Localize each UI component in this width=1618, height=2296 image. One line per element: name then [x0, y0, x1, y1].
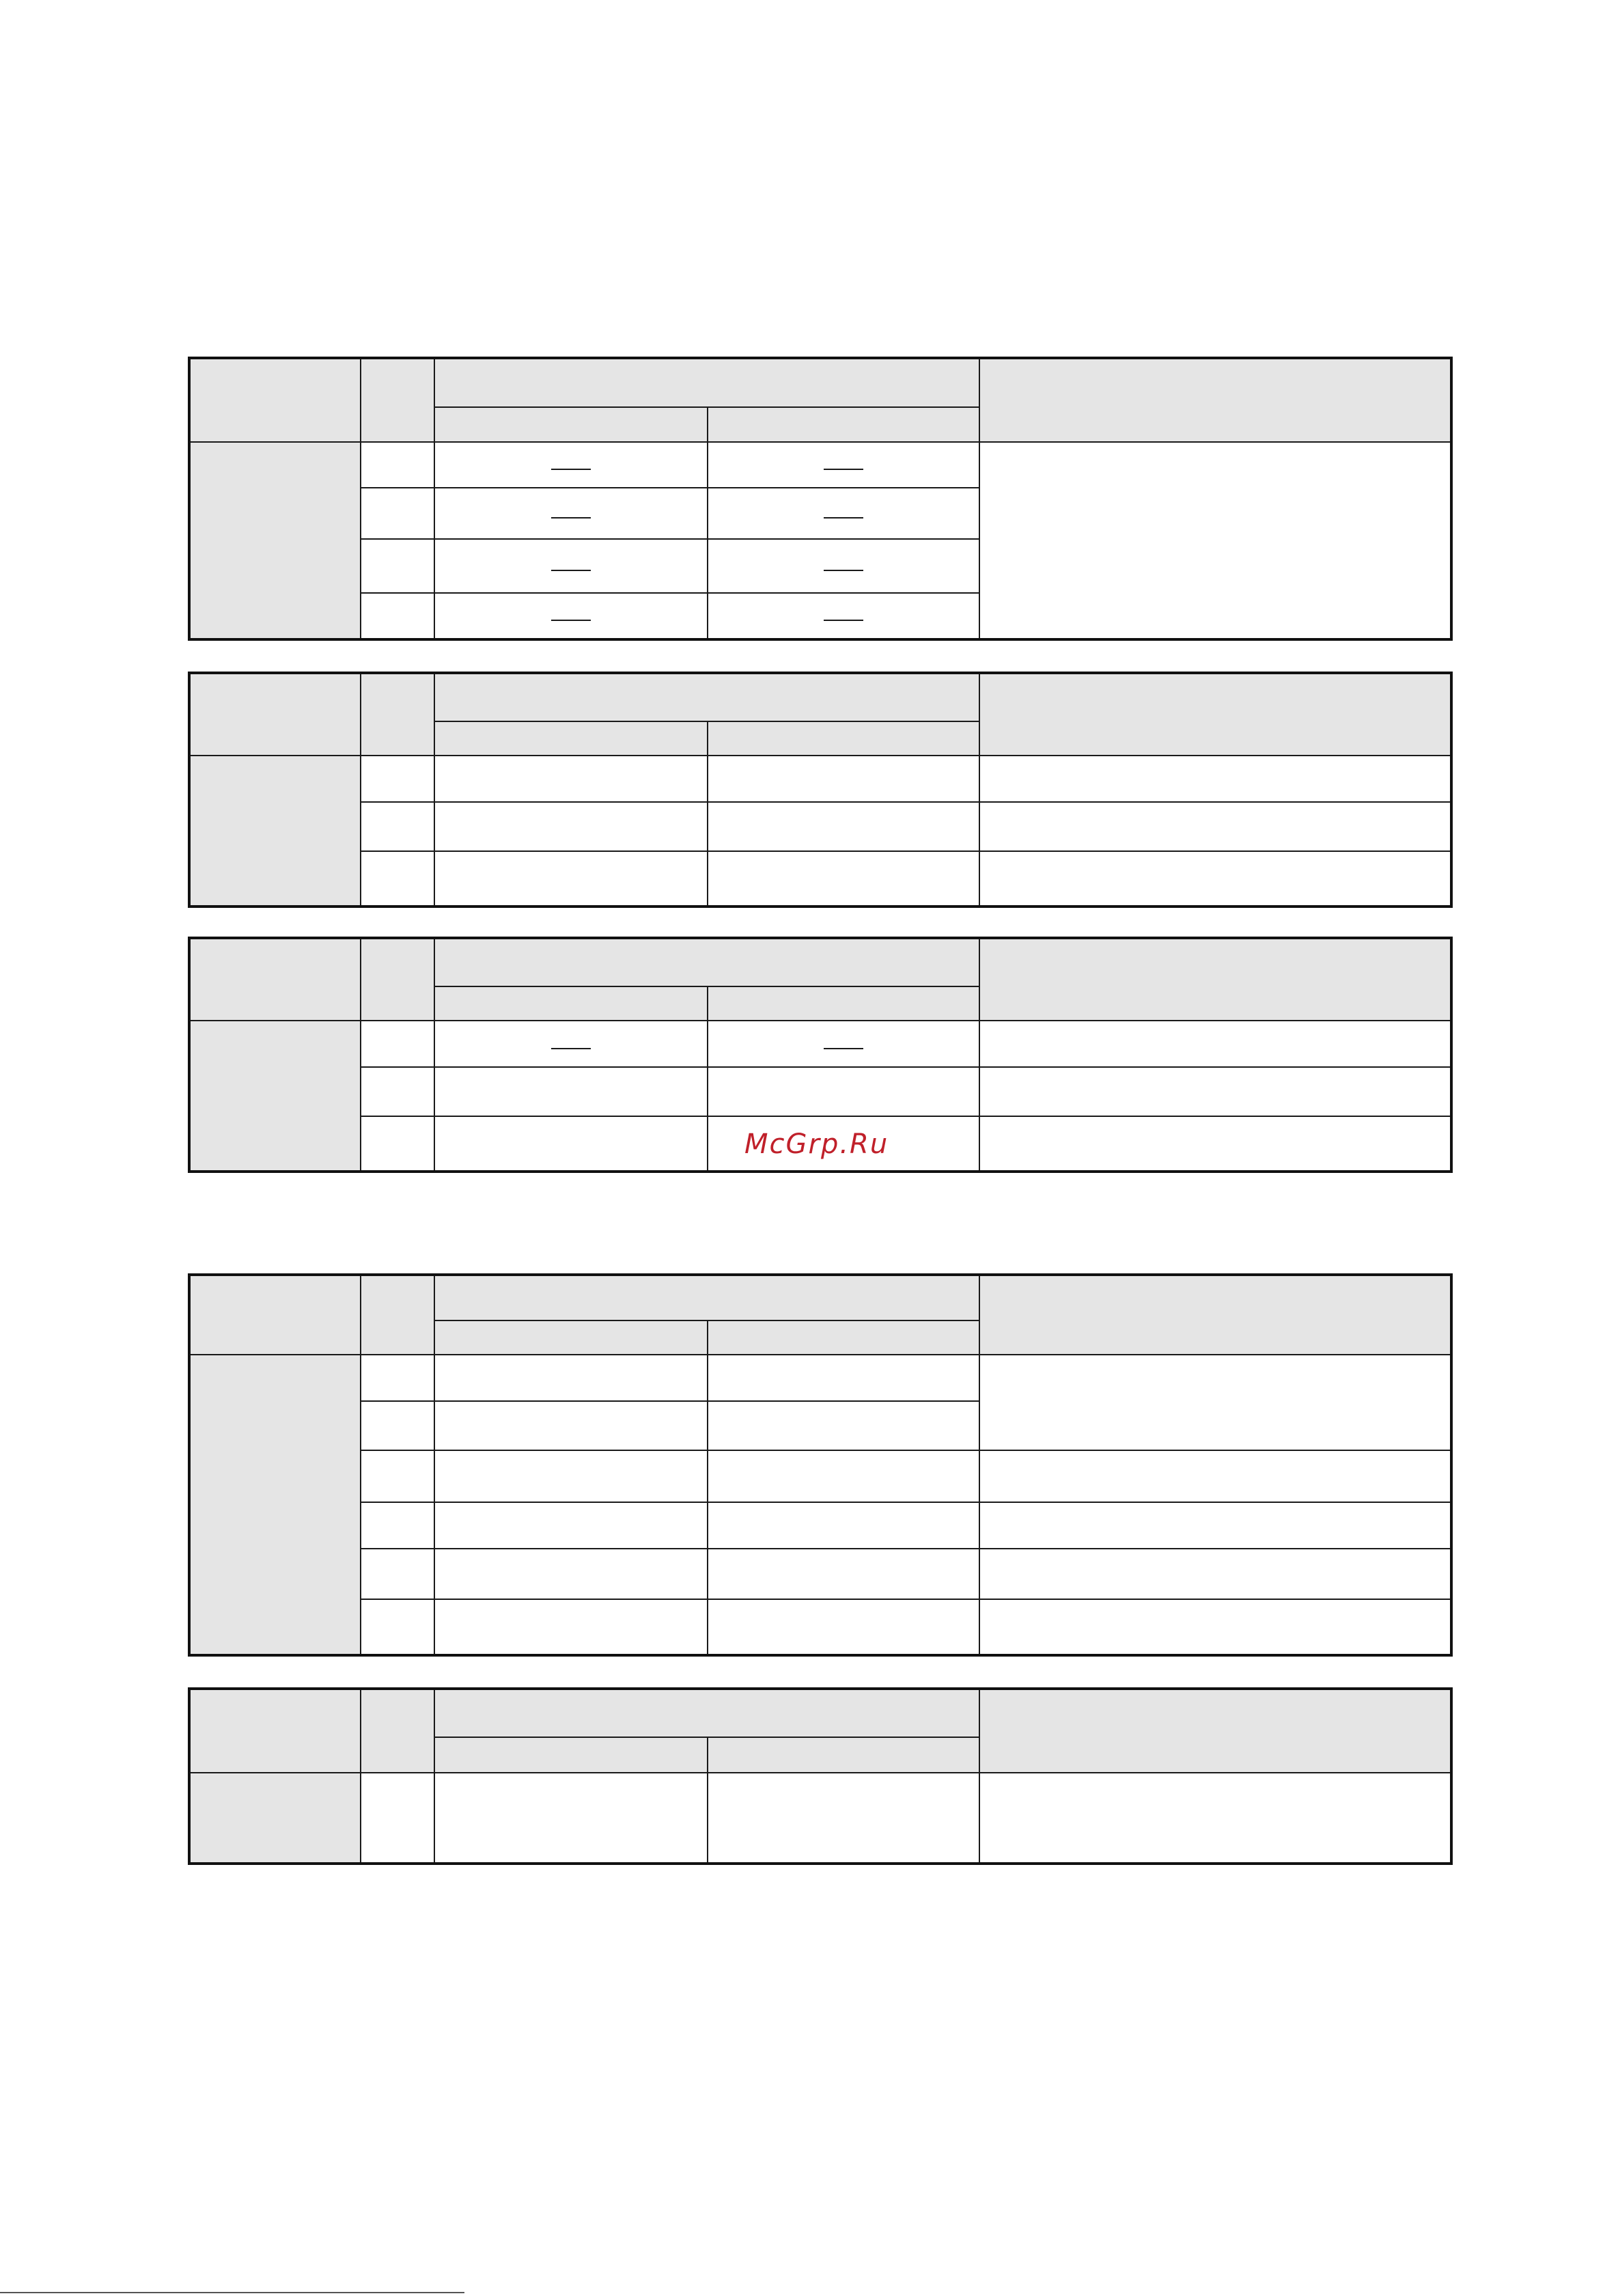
value-cell-a [434, 1067, 708, 1116]
dash-mark [824, 1048, 863, 1049]
remark-cell [979, 851, 1451, 906]
header-group-cell [434, 674, 979, 721]
row-number-cell [361, 1067, 434, 1116]
row-number-cell [361, 1502, 434, 1549]
row-number-cell [361, 756, 434, 802]
row-label-cell [190, 442, 361, 639]
header-remark-cell [979, 1689, 1451, 1773]
value-cell-b [708, 1355, 979, 1401]
remark-cell [979, 1116, 1451, 1171]
table-4 [189, 1275, 1451, 1655]
value-cell-b [708, 1549, 979, 1599]
remark-cell [979, 756, 1451, 802]
value-cell-b [708, 539, 979, 593]
row-number-cell [361, 802, 434, 851]
remark-cell [979, 1599, 1451, 1655]
header-subcol-b [708, 1320, 979, 1355]
remark-cell [979, 1021, 1451, 1067]
header-subcol-a [434, 1320, 708, 1355]
value-cell-a [434, 1599, 708, 1655]
header-group-cell [434, 939, 979, 986]
value-cell-b [708, 1067, 979, 1116]
row-number-cell [361, 442, 434, 488]
header-group-cell [434, 359, 979, 407]
header-group-cell [434, 1689, 979, 1737]
value-cell-b [708, 1021, 979, 1067]
remark-cell [979, 1773, 1451, 1863]
remark-cell [979, 802, 1451, 851]
dash-mark [551, 517, 591, 518]
value-cell-a [434, 1116, 708, 1171]
dash-mark [551, 620, 591, 621]
value-cell-b [708, 756, 979, 802]
table-1 [189, 358, 1451, 639]
header-item-cell [190, 939, 361, 1021]
header-item-cell [190, 359, 361, 442]
dash-mark [551, 469, 591, 470]
remark-cell [979, 1355, 1451, 1450]
header-item-cell [190, 1275, 361, 1355]
value-cell-a [434, 442, 708, 488]
value-cell-b [708, 593, 979, 639]
remark-cell [979, 1502, 1451, 1549]
row-label-cell [190, 1021, 361, 1171]
dash-mark [824, 570, 863, 571]
row-number-cell [361, 1116, 434, 1171]
value-cell-b [708, 851, 979, 906]
header-subcol-b [708, 407, 979, 442]
footer-rule [0, 2292, 464, 2293]
header-number-cell [361, 1689, 434, 1773]
row-number-cell [361, 1450, 434, 1502]
row-number-cell [361, 1773, 434, 1863]
value-cell-b [708, 1450, 979, 1502]
header-subcol-a [434, 721, 708, 756]
value-cell-b [708, 442, 979, 488]
row-number-cell [361, 539, 434, 593]
row-number-cell [361, 593, 434, 639]
header-group-cell [434, 1275, 979, 1320]
value-cell-b [708, 1773, 979, 1863]
header-item-cell [190, 1689, 361, 1773]
watermark-text: McGrp.Ru [744, 1129, 889, 1160]
row-number-cell [361, 1021, 434, 1067]
remark-cell [979, 442, 1451, 639]
header-remark-cell [979, 674, 1451, 756]
remark-cell [979, 1549, 1451, 1599]
value-cell-a [434, 802, 708, 851]
dash-mark [824, 469, 863, 470]
value-cell-b [708, 802, 979, 851]
value-cell-a [434, 1773, 708, 1863]
row-label-cell [190, 1355, 361, 1655]
remark-cell [979, 1067, 1451, 1116]
value-cell-b [708, 1502, 979, 1549]
value-cell-a [434, 756, 708, 802]
remark-cell [979, 1450, 1451, 1502]
value-cell-a [434, 1502, 708, 1549]
row-label-cell [190, 756, 361, 906]
header-subcol-a [434, 407, 708, 442]
value-cell-a [434, 1549, 708, 1599]
row-number-cell [361, 851, 434, 906]
dash-mark [551, 570, 591, 571]
header-number-cell [361, 359, 434, 442]
row-number-cell [361, 1401, 434, 1450]
value-cell-a [434, 1450, 708, 1502]
dash-mark [551, 1048, 591, 1049]
dash-mark [824, 517, 863, 518]
value-cell-a [434, 851, 708, 906]
value-cell-b [708, 1401, 979, 1450]
header-subcol-b [708, 1737, 979, 1773]
header-number-cell [361, 939, 434, 1021]
value-cell-a [434, 1355, 708, 1401]
row-number-cell [361, 1599, 434, 1655]
row-number-cell [361, 1355, 434, 1401]
header-subcol-a [434, 1737, 708, 1773]
value-cell-a [434, 539, 708, 593]
dash-mark [824, 620, 863, 621]
value-cell-a [434, 593, 708, 639]
header-number-cell [361, 1275, 434, 1355]
header-subcol-b [708, 986, 979, 1021]
row-number-cell [361, 488, 434, 539]
table-5 [189, 1689, 1451, 1864]
value-cell-a [434, 1021, 708, 1067]
value-cell-a [434, 488, 708, 539]
row-number-cell [361, 1549, 434, 1599]
header-subcol-a [434, 986, 708, 1021]
header-number-cell [361, 674, 434, 756]
header-remark-cell [979, 359, 1451, 442]
value-cell-b [708, 488, 979, 539]
value-cell-b [708, 1599, 979, 1655]
header-remark-cell [979, 939, 1451, 1021]
header-subcol-b [708, 721, 979, 756]
row-label-cell [190, 1773, 361, 1863]
header-item-cell [190, 674, 361, 756]
value-cell-a [434, 1401, 708, 1450]
header-remark-cell [979, 1275, 1451, 1355]
table-2 [189, 673, 1451, 907]
